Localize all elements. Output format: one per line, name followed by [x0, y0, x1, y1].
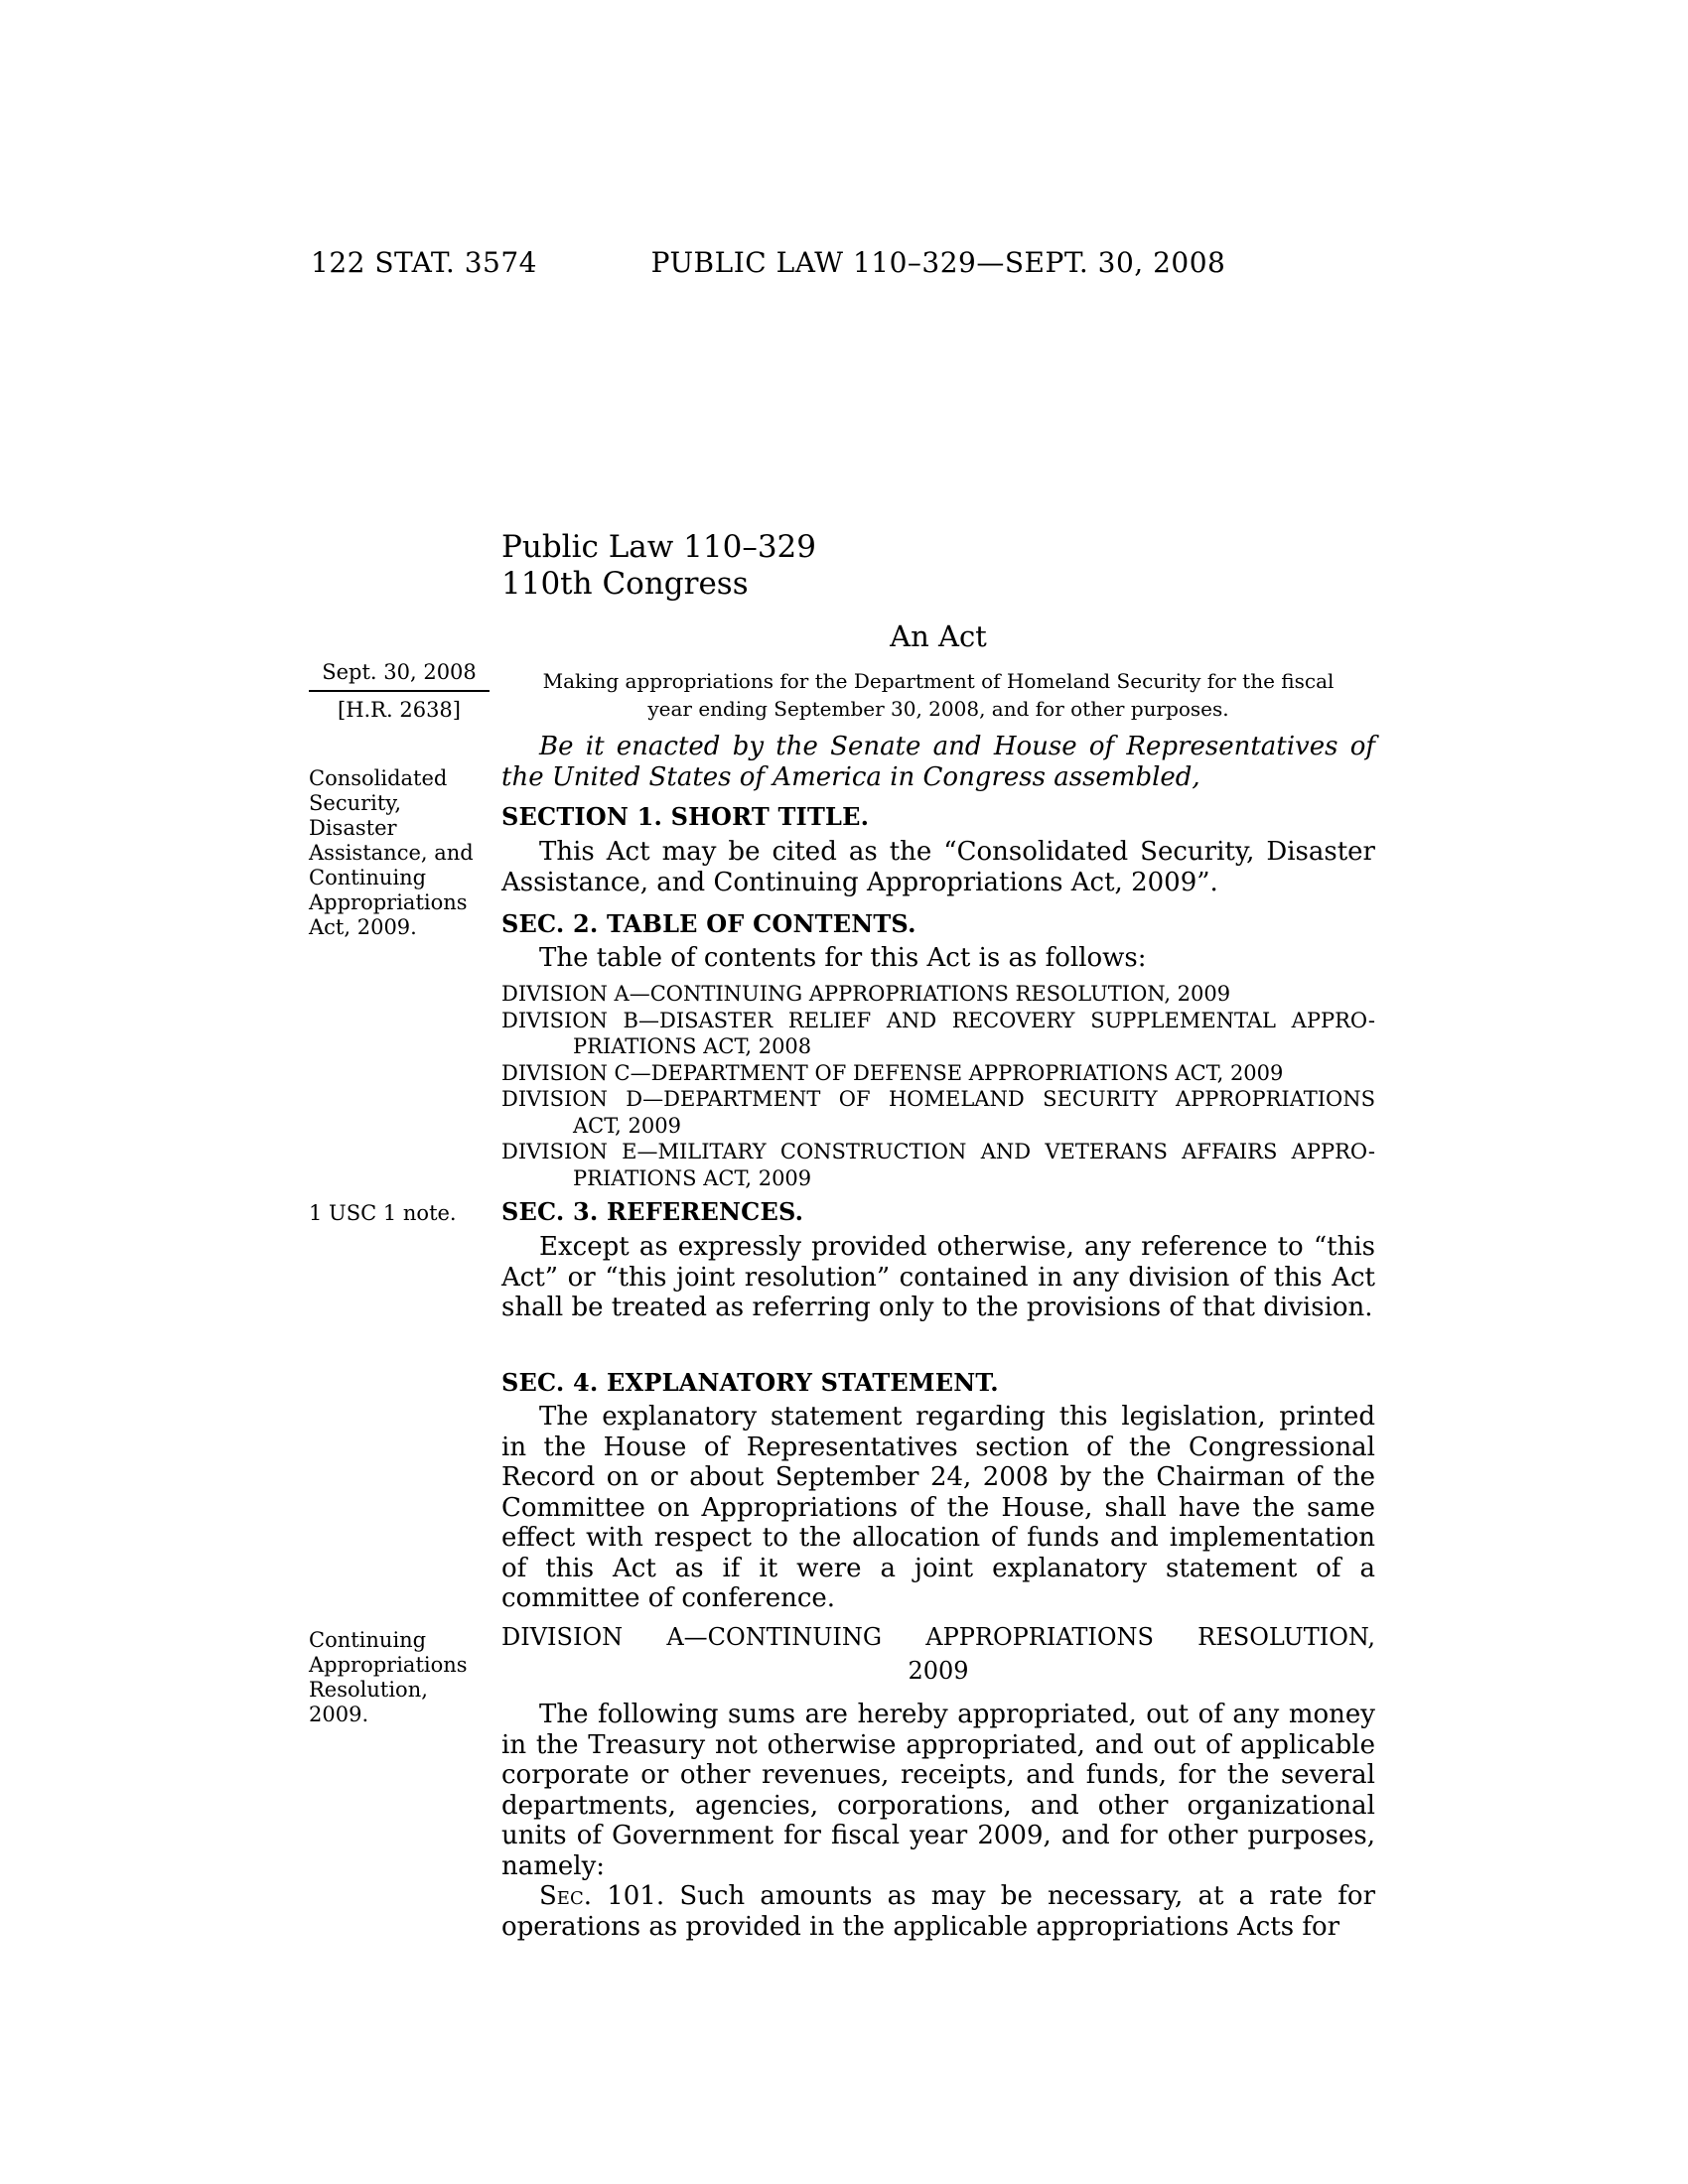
division-a-heading-line2: 2009: [908, 1657, 969, 1685]
sec101-label: Sec. 101.: [539, 1881, 665, 1911]
toc-line: PRIATIONS ACT, 2009: [573, 1165, 812, 1190]
section4-heading: SEC. 4. EXPLANATORY STATEMENT.: [501, 1368, 999, 1397]
purpose-clause: [501, 667, 1375, 723]
table-of-contents: [501, 981, 1375, 1191]
enacting-clause: Be it enacted by the Senate and House of Representatives of the United States of America in Congress assembled,: [501, 732, 1375, 792]
section1-heading: SECTION 1. SHORT TITLE.: [501, 802, 870, 831]
toc-line: DIVISION B—DISASTER RELIEF AND RECOVERY SUPPLEMENTAL APPRO-: [501, 1008, 1375, 1032]
bill-number-note: [H.R. 2638]: [338, 698, 461, 722]
stat-page-number: 122 STAT. 3574: [311, 246, 537, 279]
short-title-margin-note: Consolidated Security, Disaster Assistance, and Continuing Appropriations Act, 2009.: [309, 766, 474, 939]
section3-body: Except as expressly provided otherwise, any reference to “this Act” or “this joint resolution” contained in any division of this Act shall be treated as referring only to the provisions of that division.: [501, 1232, 1375, 1322]
toc-line: PRIATIONS ACT, 2008: [573, 1034, 812, 1058]
division-a-body: [501, 1700, 1375, 1942]
congress-line: 110th Congress: [501, 566, 749, 602]
toc-line: DIVISION D—DEPARTMENT OF HOMELAND SECURITY APPROPRIATIONS: [501, 1087, 1375, 1111]
sec101-paragraph: [501, 1881, 1375, 1942]
toc-line: DIVISION C—DEPARTMENT OF DEFENSE APPROPRIATIONS ACT, 2009: [501, 1060, 1284, 1085]
usc-margin-note: 1 USC 1 note.: [309, 1201, 457, 1225]
law-number-line: Public Law 110–329: [501, 529, 817, 565]
toc-line: DIVISION A—CONTINUING APPROPRIATIONS RESOLUTION, 2009: [501, 982, 1231, 1006]
section3-heading: SEC. 3. REFERENCES.: [501, 1197, 804, 1226]
enactment-date-note: Sept. 30, 2008: [309, 660, 490, 692]
title-block: [501, 529, 1375, 603]
purpose-clause-text: Making appropriations for the Department of Homeland Security for the fiscal year ending September 30, 2008, and for other purposes.: [542, 669, 1335, 721]
division-a-paragraph: The following sums are hereby appropriated, out of any money in the Treasury not otherwise appropriated, and out of applicable corporate or other revenues, receipts, and funds, for the several departments, agencies, corporations, and other organizational units of Government for fiscal year 2009, and for other purposes, namely:: [501, 1700, 1375, 1881]
section2-heading: SEC. 2. TABLE OF CONTENTS.: [501, 909, 916, 938]
toc-line: DIVISION E—MILITARY CONSTRUCTION AND VETERANS AFFAIRS APPRO-: [501, 1140, 1375, 1163]
date-bill-margin-note: [309, 660, 490, 723]
division-a-heading: [501, 1620, 1375, 1688]
law-running-head: PUBLIC LAW 110–329—SEPT. 30, 2008: [650, 246, 1226, 279]
sec101-text: Such amounts as may be necessary, at a rate for operations as provided in the applicable appropriations Acts for: [501, 1881, 1375, 1942]
section2-intro: The table of contents for this Act is as follows:: [539, 943, 1147, 973]
section4-body: The explanatory statement regarding this legislation, printed in the House of Representatives section of the Congressional Record on or about September 24, 2008 by the Chairman of the Committee on Appropriations of the House, shall have the same effect with respect to the allocation of funds and implementation of this Act as if it were a joint explanatory statement of a committee of conference.: [501, 1402, 1375, 1613]
division-a-margin-note: Continuing Appropriations Resolution, 2009.: [309, 1628, 468, 1726]
section1-body: This Act may be cited as the “Consolidated Security, Disaster Assistance, and Continuing Appropriations Act, 2009”.: [501, 837, 1375, 897]
division-a-heading-line1: DIVISION A—CONTINUING APPROPRIATIONS RESOLUTION,: [501, 1623, 1375, 1651]
an-act-heading: An Act: [890, 619, 987, 653]
toc-line: ACT, 2009: [573, 1113, 681, 1138]
